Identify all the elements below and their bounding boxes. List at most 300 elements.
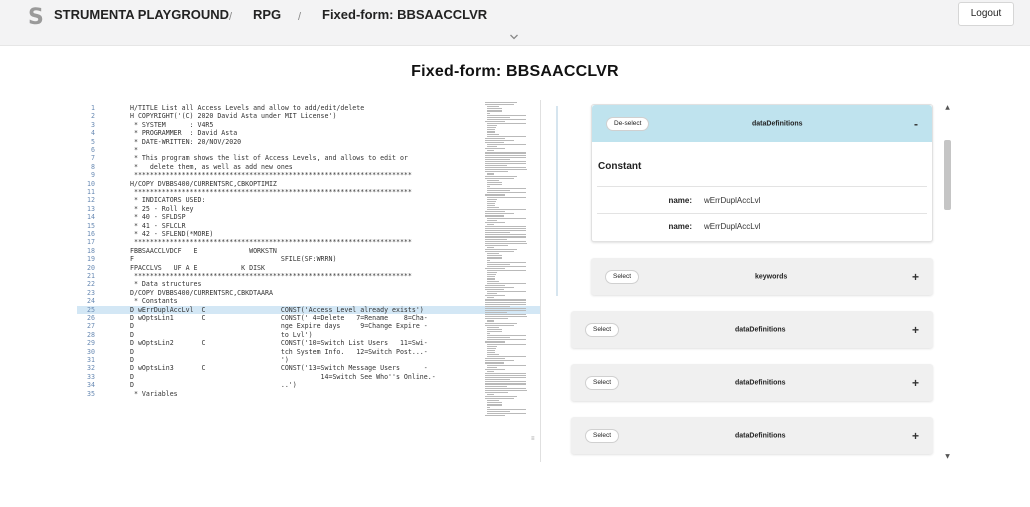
minimap-line: [485, 314, 526, 315]
divider: [597, 213, 927, 214]
logout-button[interactable]: Logout: [958, 2, 1014, 26]
expand-toggle-icon[interactable]: +: [911, 428, 919, 443]
minimap-line: [487, 257, 502, 258]
minimap-line: [487, 260, 490, 261]
minimap-line: [487, 113, 490, 114]
minimap-line: [485, 226, 526, 227]
code-line[interactable]: [77, 247, 541, 255]
code-text[interactable]: D tch System Info. 12=Switch Post...-: [130, 347, 428, 356]
line-number: 30: [87, 347, 95, 356]
minimap-line: [487, 201, 496, 202]
code-line[interactable]: [77, 138, 541, 146]
code-line[interactable]: [77, 238, 541, 246]
minimap-line: [485, 362, 504, 363]
code-text[interactable]: D wOptsLin3 C CONST('13=Switch Message Users -: [130, 364, 428, 373]
minimap-line: [485, 148, 505, 149]
line-number: 20: [87, 263, 95, 272]
minimap-line: [487, 220, 497, 221]
minimap-line: [485, 155, 526, 156]
minimap-line: [485, 386, 507, 387]
code-text[interactable]: D wErrDuplAccLvl C CONST('Access Level already exists'): [130, 305, 424, 314]
card-data-definitions[interactable]: [571, 417, 933, 454]
code-line[interactable]: [77, 163, 541, 171]
minimap-line: [485, 157, 526, 158]
minimap-line: [487, 354, 499, 355]
minimap-line: [485, 251, 514, 252]
minimap-line: [487, 400, 499, 401]
minimap-line: [487, 127, 496, 128]
minimap-line: [485, 239, 507, 240]
expand-toggle-icon[interactable]: +: [911, 375, 919, 390]
minimap-line: [487, 335, 526, 336]
line-number: 4: [91, 129, 95, 138]
line-number: 23: [87, 288, 95, 297]
minimap-line: [485, 390, 527, 391]
code-text[interactable]: * delete them, as well as add new ones: [130, 162, 293, 171]
code-line[interactable]: [77, 196, 541, 204]
minimap-line: [485, 213, 514, 214]
breadcrumb-language[interactable]: RPG: [253, 7, 282, 22]
minimap-line: [487, 110, 502, 111]
minimap-line: [485, 299, 526, 300]
line-number: 5: [91, 137, 95, 146]
code-line[interactable]: [77, 390, 541, 398]
code-line[interactable]: [77, 255, 541, 263]
minimap-line: [485, 234, 526, 235]
minimap-line: [487, 283, 526, 284]
code-text[interactable]: **********************************************************************: [130, 188, 412, 196]
minimap-line: [487, 413, 526, 414]
minimap-line: [487, 348, 496, 349]
code-text[interactable]: H/TITLE List all Access Levels and allow to add/edit/delete: [130, 104, 365, 112]
line-number: 28: [87, 330, 95, 339]
minimap-line: [485, 325, 514, 326]
minimap-line: [487, 320, 494, 321]
code-editor[interactable]: [77, 100, 541, 462]
minimap-line: [487, 203, 495, 204]
code-line[interactable]: [77, 104, 541, 112]
line-number: 15: [87, 221, 95, 230]
minimap-line: [485, 304, 526, 305]
minimap-line: [487, 146, 497, 147]
breadcrumb-current: Fixed-form: BBSAACCLVR: [322, 7, 488, 22]
minimap-line: [485, 222, 505, 223]
minimap-line: [485, 163, 526, 164]
minimap-line: [487, 367, 497, 368]
breadcrumb-home[interactable]: STRUMENTA PLAYGROUND: [54, 7, 230, 22]
minimap-line: [487, 182, 502, 183]
minimap-line: [487, 402, 502, 403]
scroll-down-icon[interactable]: ▼: [945, 453, 950, 460]
minimap-line: [487, 293, 497, 294]
minimap-line: [487, 123, 526, 124]
editor-resize-handle-icon[interactable]: ≡: [531, 436, 535, 442]
select-button[interactable]: Select: [585, 429, 619, 443]
code-line[interactable]: [77, 381, 541, 389]
line-number: 33: [87, 372, 95, 381]
code-text[interactable]: * DATE-WRITTEN: 20/NOV/2020: [130, 137, 242, 146]
minimap-line: [487, 255, 502, 256]
minimap-line: [485, 102, 517, 103]
code-text[interactable]: * PROGRAMMER : David Asta: [130, 129, 238, 138]
minimap-line: [485, 228, 526, 229]
minimap-line: [485, 178, 514, 179]
field-value: wErrDuplAccLvl: [704, 222, 761, 231]
minimap-line: [485, 194, 505, 195]
field-value: wErrDuplAccLvl: [704, 196, 761, 205]
minimap-line: [485, 104, 514, 105]
card-data-definitions[interactable]: [571, 364, 933, 401]
code-line[interactable]: [77, 373, 541, 381]
scroll-up-icon[interactable]: ▲: [945, 104, 950, 111]
minimap-line: [487, 131, 495, 132]
minimap-line: [485, 176, 517, 177]
code-line[interactable]: [77, 180, 541, 188]
code-line[interactable]: [77, 339, 541, 347]
minimap-line: [485, 381, 526, 382]
minimap-line: [487, 209, 526, 210]
minimap-line: [485, 323, 517, 324]
minimap-line: [485, 121, 505, 122]
minimap-line: [485, 161, 526, 162]
line-number: 6: [91, 146, 95, 154]
minimap-line: [485, 230, 526, 231]
code-line[interactable]: [77, 188, 541, 196]
card-data-definitions-open: [591, 104, 933, 242]
code-text[interactable]: *: [130, 146, 138, 154]
code-text[interactable]: **********************************************************************: [130, 171, 412, 180]
minimap-line: [487, 404, 502, 405]
minimap-line: [487, 199, 497, 200]
minimap-line: [485, 287, 514, 288]
code-line[interactable]: [77, 314, 541, 322]
code-text[interactable]: D/COPY DVBBS400/CURRENTSRC,CBKDTAARA: [130, 288, 273, 297]
line-number: 32: [87, 364, 95, 373]
minimap-line: [487, 291, 526, 292]
code-text[interactable]: * 42 - SFLEND(*MORE): [130, 230, 214, 238]
expand-toggle-icon[interactable]: +: [911, 269, 919, 284]
minimap-line: [485, 236, 526, 237]
field-label: name:: [668, 196, 692, 205]
line-number: 3: [91, 120, 95, 129]
collapse-toggle-icon[interactable]: -: [914, 116, 918, 131]
code-text[interactable]: * INDICATORS USED:: [130, 196, 206, 205]
minimap-line: [487, 337, 510, 338]
minimap-line: [485, 215, 504, 216]
code-text[interactable]: * Constants: [130, 297, 178, 306]
minimap-line: [487, 350, 495, 351]
minimap-line: [485, 245, 508, 246]
top-bar: [0, 0, 1030, 46]
line-number: 34: [87, 381, 95, 390]
minimap-line: [485, 379, 510, 380]
line-number: 8: [91, 162, 95, 171]
minimap-line: [487, 264, 510, 265]
code-text[interactable]: D '): [130, 356, 289, 364]
minimap-line: [487, 197, 526, 198]
card-title: dataDefinitions: [735, 432, 786, 439]
deselect-button[interactable]: De-select: [606, 117, 649, 131]
line-number: 1: [91, 104, 95, 112]
code-text[interactable]: * Variables: [130, 389, 178, 398]
line-number: 17: [87, 238, 95, 247]
minimap-line: [487, 394, 494, 395]
minimap-line: [485, 415, 505, 416]
line-number: 12: [87, 196, 95, 205]
minimap-line: [487, 262, 526, 263]
code-text[interactable]: FBBSAACCLVDCF E WORKSTN: [130, 246, 277, 255]
select-button[interactable]: Select: [585, 376, 619, 390]
code-text[interactable]: **********************************************************************: [130, 272, 412, 280]
code-line[interactable]: [77, 213, 541, 221]
minimap-line: [485, 360, 514, 361]
minimap-line: [487, 344, 526, 345]
minimap-line: [485, 373, 526, 374]
card-header[interactable]: [592, 105, 932, 142]
minimap-line: [485, 375, 526, 376]
card-title: dataDefinitions: [735, 379, 786, 386]
line-number: 26: [87, 314, 95, 322]
ast-panel: [562, 100, 952, 462]
minimap-line: [487, 407, 490, 408]
minimap-line: [487, 278, 495, 279]
code-text[interactable]: D 14=Switch See Who''s Online.-: [130, 372, 436, 381]
minimap-line: [487, 270, 526, 271]
minimap-line: [485, 308, 526, 309]
minimap-line: [487, 180, 499, 181]
expand-toggle-icon[interactable]: +: [911, 322, 919, 337]
minimap-line: [485, 310, 526, 311]
line-number: 19: [87, 255, 95, 264]
card-data-definitions[interactable]: [571, 311, 933, 348]
code-line[interactable]: [77, 356, 541, 364]
minimap-line: [487, 218, 526, 219]
minimap-line: [485, 232, 510, 233]
minimap-line: [485, 316, 527, 317]
minimap-line: [485, 318, 508, 319]
minimap-line: [487, 125, 497, 126]
minimap-line: [485, 167, 526, 168]
minimap-line: [485, 295, 505, 296]
code-line[interactable]: [77, 171, 541, 179]
panel-scrollbar[interactable]: [943, 104, 952, 460]
select-button[interactable]: Select: [605, 270, 639, 284]
minimap-line: [485, 159, 510, 160]
minimap-line: [487, 136, 526, 137]
minimap-line: [485, 138, 505, 139]
breadcrumb-separator: /: [229, 11, 233, 23]
code-text[interactable]: * 41 - SFLCLR: [130, 221, 186, 230]
code-text[interactable]: F SFILE(SF:WRRN): [130, 255, 337, 264]
card-title: dataDefinitions: [752, 120, 803, 127]
minimap-line: [485, 285, 505, 286]
minimap-line: [485, 302, 526, 303]
code-line[interactable]: [77, 222, 541, 230]
minimap-line: [485, 171, 508, 172]
line-number: 16: [87, 230, 95, 238]
minimap-line: [487, 329, 502, 330]
minimap-line: [487, 184, 502, 185]
minimap-line: [487, 186, 490, 187]
minimap-line: [487, 129, 495, 130]
minimap-line: [487, 173, 494, 174]
code-line[interactable]: [77, 280, 541, 288]
strumenta-logo-icon[interactable]: S: [28, 5, 44, 30]
card-title: dataDefinitions: [735, 326, 786, 333]
code-line[interactable]: [77, 230, 541, 238]
minimap-line: [487, 106, 499, 107]
minimap-line: [487, 188, 526, 189]
minimap-line: [487, 205, 495, 206]
code-line[interactable]: [77, 121, 541, 129]
line-number: 29: [87, 339, 95, 348]
code-text[interactable]: * This program shows the list of Access Levels, and allows to edit or: [130, 154, 408, 163]
minimap-line: [485, 392, 508, 393]
minimap-line: [487, 119, 526, 120]
line-number: 14: [87, 213, 95, 222]
code-line[interactable]: [77, 364, 541, 372]
minimap-line: [485, 396, 517, 397]
minimap-line: [487, 409, 526, 410]
minimap-line: [487, 356, 526, 357]
minimap-line: [485, 398, 514, 399]
minimap-line: [485, 165, 507, 166]
code-line[interactable]: [77, 264, 541, 272]
code-line[interactable]: [77, 348, 541, 356]
breadcrumb-separator: /: [298, 11, 302, 23]
card-keywords[interactable]: [591, 258, 933, 295]
minimap-line: [485, 341, 505, 342]
minimap-line: [485, 289, 504, 290]
minimap-line: [487, 297, 494, 298]
code-text[interactable]: **********************************************************************: [130, 238, 412, 247]
code-text[interactable]: D to Lvl'): [130, 330, 313, 339]
minimap-line: [487, 144, 526, 145]
minimap-line: [487, 247, 494, 248]
minimap-line: [485, 312, 507, 313]
code-text[interactable]: * 40 - SFLDSP: [130, 213, 186, 222]
code-text[interactable]: * SYSTEM : V4R5: [130, 120, 214, 129]
code-line[interactable]: [77, 289, 541, 297]
minimap-line: [487, 281, 499, 282]
code-line[interactable]: [77, 154, 541, 162]
minimap-line: [487, 411, 510, 412]
minimap-line: [487, 274, 496, 275]
line-number: 9: [91, 171, 95, 180]
code-line[interactable]: [77, 306, 541, 314]
line-number: 21: [87, 272, 95, 280]
minimap-line: [485, 142, 504, 143]
select-button[interactable]: Select: [585, 323, 619, 337]
code-line[interactable]: [77, 322, 541, 330]
minimap-line: [485, 369, 505, 370]
code-line[interactable]: [77, 297, 541, 305]
line-number: 11: [87, 188, 95, 196]
line-number: 31: [87, 356, 95, 364]
code-line[interactable]: [77, 205, 541, 213]
minimap-line: [485, 152, 526, 153]
minimap-line: [485, 268, 505, 269]
minimap-line: [487, 108, 502, 109]
minimap-line: [487, 134, 499, 135]
minimap-line: [487, 339, 526, 340]
minimap-line: [485, 377, 526, 378]
minimap-line: [487, 117, 510, 118]
minimap-line: [485, 383, 526, 384]
minimap-line: [487, 365, 526, 366]
minimap-line: [485, 169, 527, 170]
line-number: 24: [87, 297, 95, 306]
scrollbar-thumb[interactable]: [944, 140, 951, 210]
minimap-line: [487, 192, 526, 193]
code-text[interactable]: H COPYRIGHT('(C) 2020 David Asta under MIT License'): [130, 112, 337, 121]
line-number: 25: [87, 305, 95, 314]
minimap-line: [487, 371, 494, 372]
editor-minimap[interactable]: [485, 102, 533, 422]
section-title: Constant: [598, 161, 642, 172]
line-number: 18: [87, 246, 95, 255]
code-text[interactable]: H/COPY DVBBS400/CURRENTSRC,CBKOPTIMIZ: [130, 179, 277, 188]
code-line[interactable]: [77, 146, 541, 154]
minimap-line: [487, 207, 499, 208]
code-text[interactable]: * Data structures: [130, 280, 202, 289]
minimap-line: [487, 352, 495, 353]
minimap-line: [485, 243, 527, 244]
minimap-line: [487, 333, 490, 334]
line-number: 27: [87, 322, 95, 331]
minimap-line: [487, 331, 502, 332]
code-text[interactable]: D wOptsLin2 C CONST('10=Switch List Users 11=Swi-: [130, 339, 428, 348]
minimap-line: [485, 306, 510, 307]
minimap-line: [487, 115, 526, 116]
line-number: 7: [91, 154, 95, 163]
minimap-line: [487, 150, 494, 151]
code-text[interactable]: FPACCLVS UF A E K DISK: [130, 263, 265, 272]
code-line[interactable]: [77, 129, 541, 137]
chevron-down-icon[interactable]: [509, 32, 519, 42]
card-title: keywords: [755, 273, 788, 280]
code-line[interactable]: [77, 331, 541, 339]
minimap-line: [487, 272, 497, 273]
minimap-line: [487, 346, 497, 347]
line-number: 10: [87, 179, 95, 188]
code-line[interactable]: [77, 112, 541, 120]
minimap-line: [487, 276, 495, 277]
minimap-line: [485, 211, 505, 212]
minimap-line: [485, 241, 526, 242]
line-number: 35: [87, 389, 95, 398]
minimap-line: [487, 327, 499, 328]
field-label: name:: [668, 222, 692, 231]
minimap-line: [487, 266, 526, 267]
minimap-line: [485, 249, 517, 250]
code-line[interactable]: [77, 272, 541, 280]
page-title: Fixed-form: BBSAACCLVR: [411, 63, 619, 80]
editor-divider[interactable]: [556, 106, 558, 296]
code-text[interactable]: * 25 - Roll key: [130, 204, 194, 213]
code-text[interactable]: D wOptsLin1 C CONST(' 4=Delete 7=Rename 8=Cha-: [130, 314, 428, 322]
minimap-line: [487, 253, 499, 254]
line-number: 22: [87, 280, 95, 289]
line-number: 13: [87, 204, 95, 213]
code-text[interactable]: D nge Expire days 9=Change Expire -: [130, 322, 428, 331]
minimap-line: [487, 190, 510, 191]
minimap-line: [485, 388, 526, 389]
code-text[interactable]: D ..'): [130, 381, 297, 390]
minimap-line: [485, 140, 514, 141]
minimap-line: [485, 358, 505, 359]
divider: [597, 186, 927, 187]
